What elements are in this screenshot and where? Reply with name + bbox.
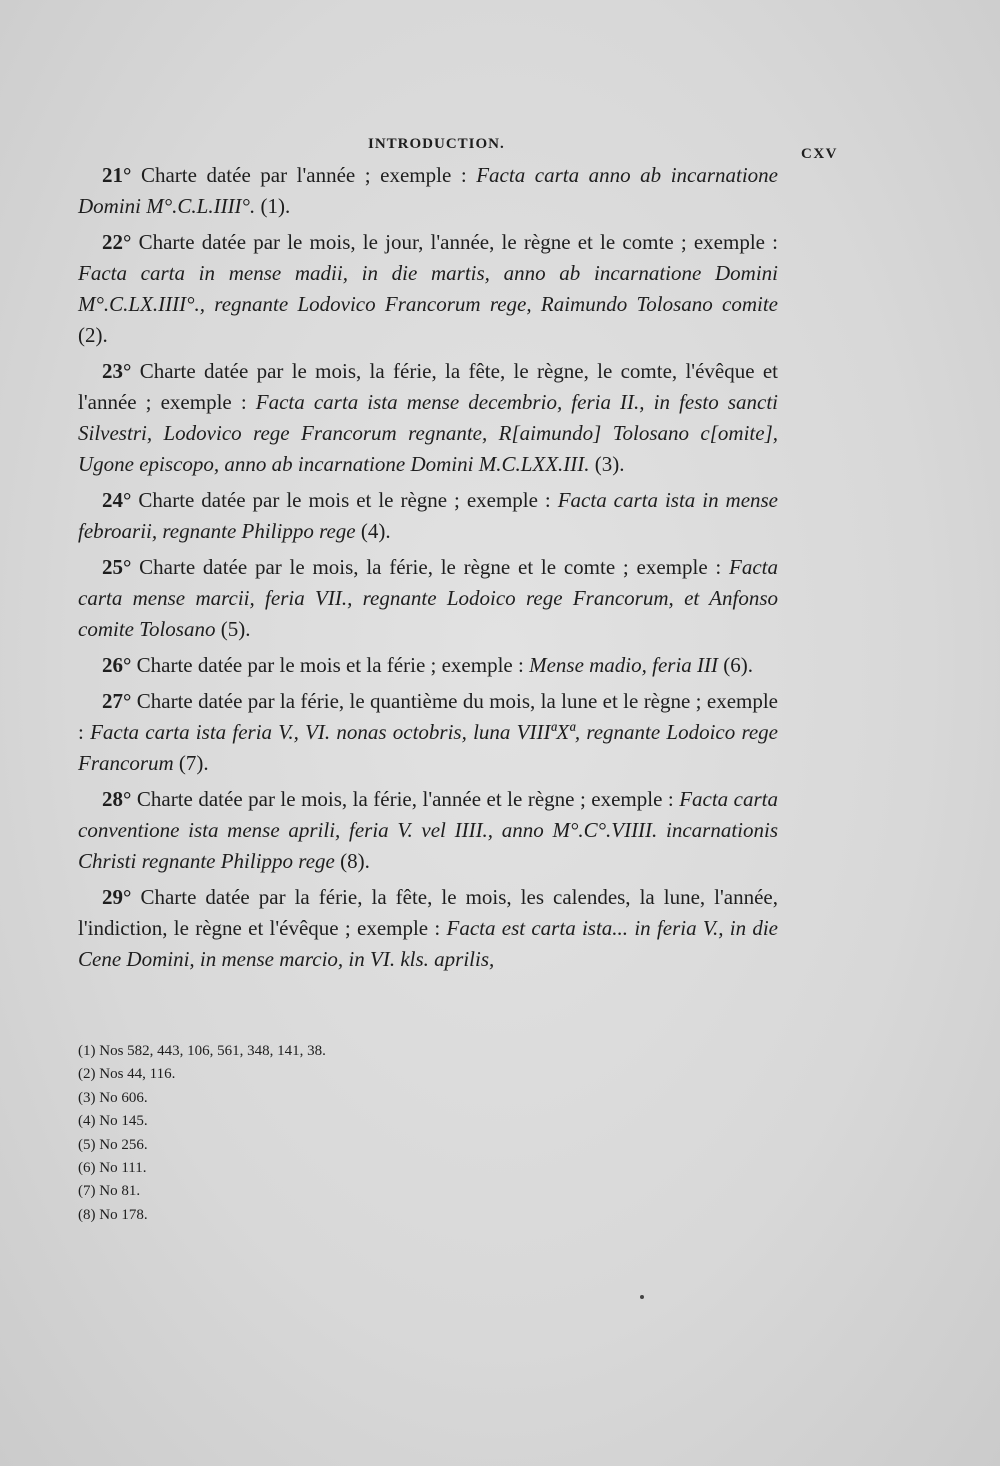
paragraph-number: 27° — [102, 689, 132, 713]
paragraph-22 — [78, 227, 778, 351]
page-number: CXV — [801, 146, 838, 162]
latin-example: Facta est carta ista... in feria V., in die Cene Domini, in mense marcio, in VI. kls. aprilis, — [78, 916, 779, 971]
paragraph-26 — [78, 650, 778, 681]
latin-example: Facta carta in mense madii, in die martis, anno ab incarnatione Domini M°.C.LX.IIII°., regnante Lodovico Francorum rege, Raimundo Tolosano comite — [78, 261, 778, 316]
paragraph-number: 23° — [102, 359, 132, 383]
paragraph-25 — [78, 552, 778, 645]
note-ref: (5). — [215, 617, 251, 641]
latin-example: Facta carta mense marcii, feria VII., regnante Lodoico rege Francorum, et Anfonso comite Tolosano — [78, 555, 778, 641]
paragraph-text: Charte datée par le mois et la férie ; exemple : — [136, 653, 530, 677]
latin-example: Facta carta ista mense decembrio, feria II., in festo sancti Silvestri, Lodovico rege Francorum regnante, R[aimundo] Tolosano c[omite], Ugone episcopo, anno ab incarnatione Domini M.C.LXX.III. — [78, 390, 778, 476]
note-ref: (7). — [173, 751, 209, 775]
note-ref: (8). — [334, 849, 370, 873]
paragraph-number: 22° — [102, 230, 132, 254]
paragraph-number: 25° — [102, 555, 132, 579]
paragraph-27 — [78, 686, 778, 779]
paragraph-number: 21° — [102, 163, 132, 187]
note-ref: (2). — [78, 323, 108, 347]
paragraph-text: Charte datée par le mois, le jour, l'année, le règne et le comte ; exemple : — [138, 230, 778, 254]
footnote: (6) No 111. — [78, 1160, 147, 1177]
paragraph-28 — [78, 784, 778, 877]
paragraph-text: Charte datée par l'année ; exemple : — [140, 163, 477, 187]
paragraph-24 — [78, 485, 778, 547]
ink-speck — [640, 1295, 644, 1299]
latin-example: Facta carta conventione ista mense aprili, feria V. vel IIII., anno M°.C°.VIIII. incarnationis Christi regnante Philippo rege — [78, 787, 778, 873]
footnote: (1) Nos 582, 443, 106, 561, 348, 141, 38. — [78, 1043, 326, 1059]
footnotes — [78, 1040, 578, 1227]
footnote: (5) No 256. — [78, 1136, 148, 1153]
paragraph-number: 24° — [102, 488, 132, 512]
paragraph-21 — [78, 160, 778, 222]
latin-example: Facta carta anno ab incarnatione Domini M°.C.L.IIII°. — [78, 163, 779, 218]
latin-example: Mense madio, feria III — [529, 653, 719, 677]
paragraph-23 — [78, 356, 778, 480]
paragraph-text: Charte datée par le mois, la férie, la fête, le règne, le comte, l'évêque et l'année ; exemple : — [78, 359, 779, 414]
footnote: (4) No 145. — [78, 1113, 148, 1130]
note-ref: (3). — [589, 452, 625, 476]
paragraph-29 — [78, 882, 778, 975]
paragraph-text: Charte datée par le mois, la férie, l'année et le règne ; exemple : — [136, 787, 680, 811]
footnote: (8) No 178. — [78, 1206, 148, 1223]
footnote: (2) Nos 44, 116. — [78, 1066, 176, 1083]
paragraph-text: Charte datée par la férie, la fête, le mois, les calendes, la lune, l'année, l'indiction, le règne et l'évêque ; exemple : — [78, 885, 779, 940]
latin-example: Facta carta ista in mense febroarii, regnante Philippo rege — [78, 488, 779, 543]
paragraph-number: 26° — [102, 653, 132, 677]
running-title: INTRODUCTION. — [368, 136, 505, 152]
paragraph-text: Charte datée par la férie, le quantième du mois, la lune et le règne ; exemple : — [78, 689, 779, 744]
paragraph-number: 28° — [102, 787, 132, 811]
note-ref: (1). — [255, 194, 291, 218]
note-ref: (4). — [355, 519, 391, 543]
paragraph-text: Charte datée par le mois et le règne ; exemple : — [138, 488, 558, 512]
footnote: (3) No 606. — [78, 1089, 148, 1106]
note-ref: (6). — [718, 653, 754, 677]
main-text — [78, 160, 778, 980]
footnote: (7) No 81. — [78, 1183, 141, 1200]
paragraph-number: 29° — [102, 885, 132, 909]
latin-example: Facta carta ista feria V., VI. nonas octobris, luna VIIIªXª, regnante Lodoico rege Francorum — [78, 720, 778, 775]
paragraph-text: Charte datée par le mois, la férie, le règne et le comte ; exemple : — [139, 555, 730, 579]
page-header — [78, 132, 838, 162]
